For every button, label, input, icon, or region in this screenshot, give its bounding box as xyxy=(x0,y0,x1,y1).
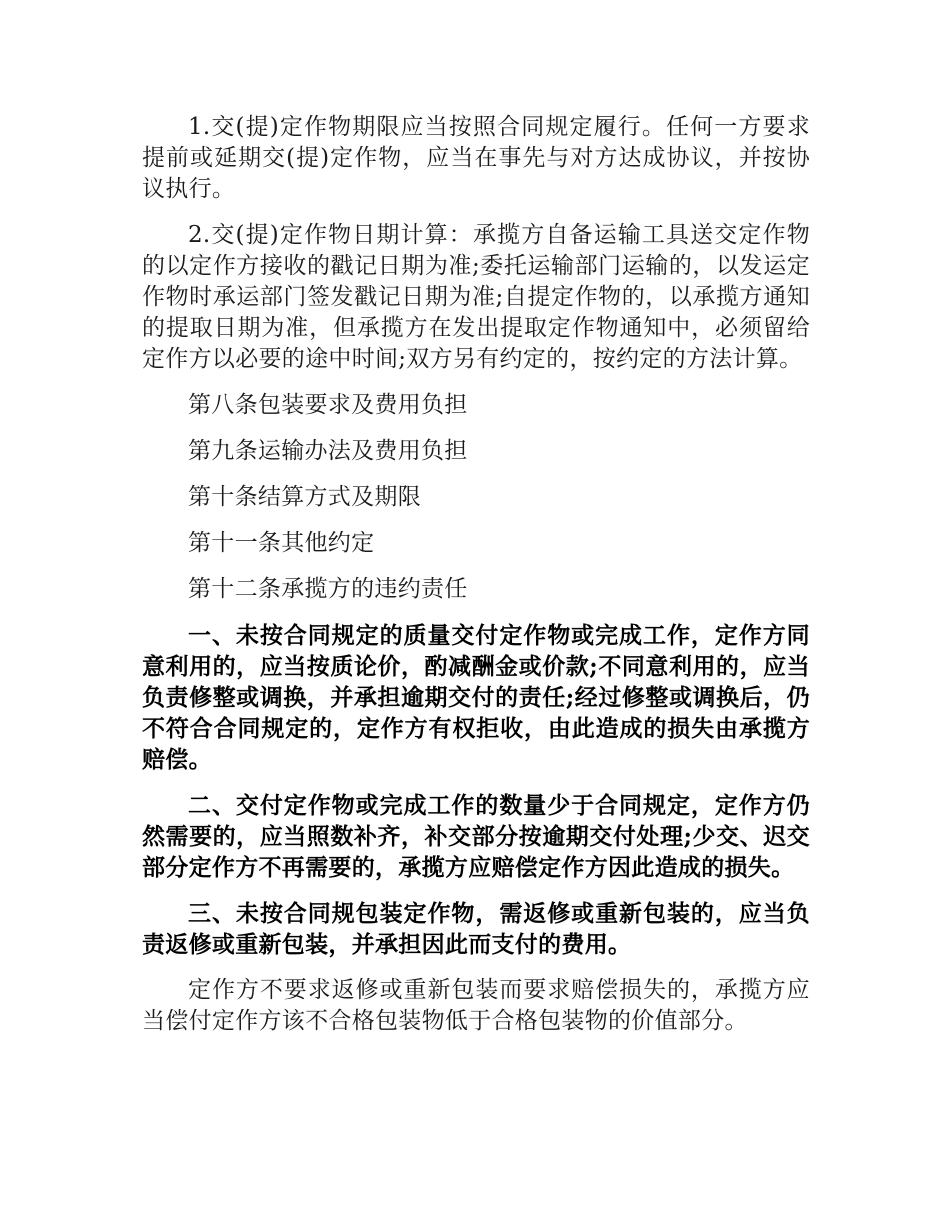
closing-paragraph: 定作方不要求返修或重新包装而要求赔偿损失的，承揽方应当偿付定作方该不合格包装物低于合格包装物的价值部分。 xyxy=(142,977,810,1034)
clause-delivery-term: 1.交(提)定作物期限应当按照合同规定履行。任何一方要求提前或延期交(提)定作物，应当在事先与对方达成协议，并按协议执行。 xyxy=(142,114,810,202)
heading-article-12: 第十二条承揽方的违约责任 xyxy=(188,576,468,602)
liability-item-3: 三、未按合同规包装定作物，需返修或重新包装的，应当负责返修或重新包装，并承担因此而支付的费用。 xyxy=(142,900,810,958)
heading-article-10: 第十条结算方式及期限 xyxy=(188,484,421,510)
liability-item-1: 一、未按合同规定的质量交付定作物或完成工作，定作方同意利用的，应当按质论价，酌减酬金或价款;不同意利用的，应当负责修整或调换，并承担逾期交付的责任;经过修整或调换后，仍不符合合同规定的，定作方有权拒收，由此造成的损失由承揽方赔偿。 xyxy=(142,622,810,773)
document-page xyxy=(142,112,810,1052)
heading-article-8: 第八条包装要求及费用负担 xyxy=(188,392,468,418)
heading-article-11: 第十一条其他约定 xyxy=(188,530,375,556)
heading-article-9: 第九条运输办法及费用负担 xyxy=(188,438,468,464)
clause-delivery-date-calculation: 2.交(提)定作物日期计算：承揽方自备运输工具送交定作物的以定作方接收的戳记日期为准;委托运输部门运输的，以发运定作物时承运部门签发戳记日期为准;自提定作物的，以承揽方通知的提取日期为准，但承揽方在发出提取定作物通知中，必须留给定作方以必要的途中时间;双方另有约定的，按约定的方法计算。 xyxy=(142,222,810,372)
liability-item-2: 二、交付定作物或完成工作的数量少于合同规定，定作方仍然需要的，应当照数补齐，补交部分按逾期交付处理;少交、迟交部分定作方不再需要的，承揽方应赔偿定作方因此造成的损失。 xyxy=(142,792,810,881)
